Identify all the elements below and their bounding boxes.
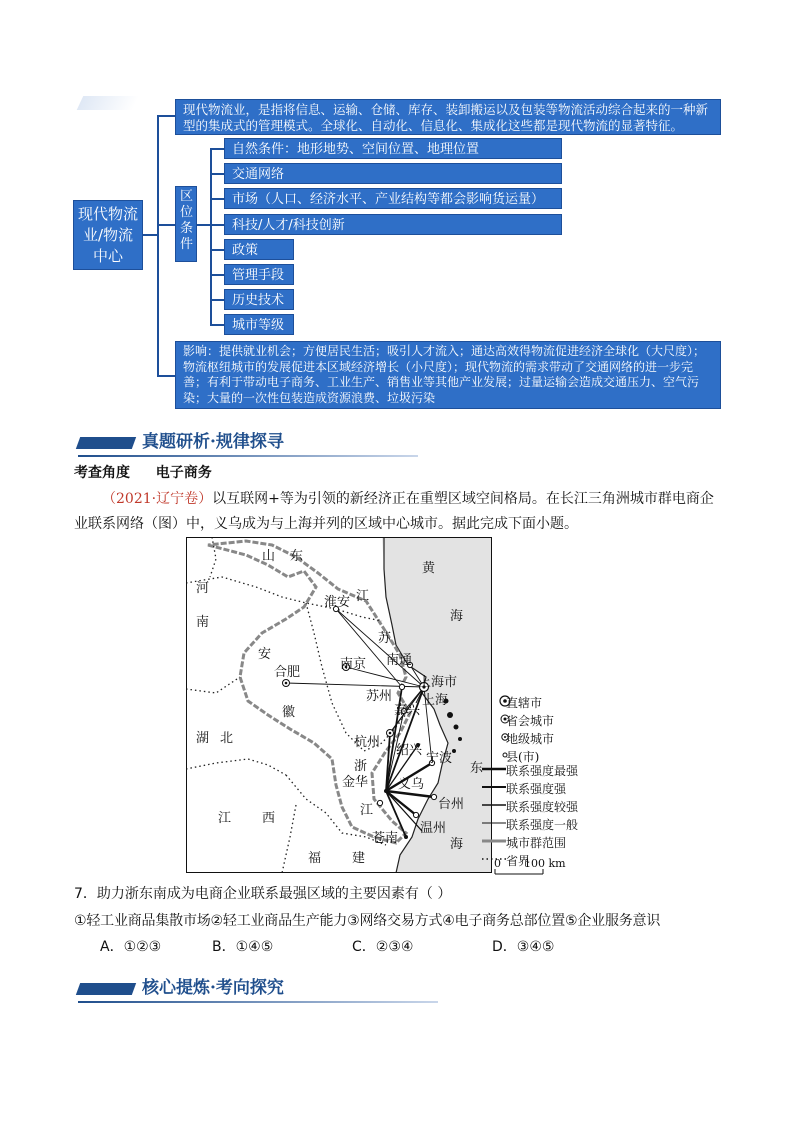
banner-bar bbox=[76, 983, 136, 995]
definition-box bbox=[175, 99, 721, 135]
factor-item bbox=[224, 314, 294, 335]
map-figure bbox=[186, 537, 492, 873]
map-label-city: 宁波 bbox=[426, 751, 453, 766]
factor-item bbox=[224, 188, 562, 209]
map-label-region: 江 bbox=[360, 803, 374, 818]
factor-item-text: 科技/人才/科技创新 bbox=[232, 218, 345, 233]
factor-item-text: 管理手段 bbox=[232, 268, 285, 283]
province-boundary bbox=[186, 677, 240, 693]
factor-item bbox=[224, 239, 294, 260]
section-title: 真题研析·规律探寻 bbox=[142, 432, 284, 452]
option-d[interactable]: D．③④⑤ bbox=[492, 939, 555, 955]
legend-item: 省会城市 bbox=[506, 714, 555, 728]
factors-label-box bbox=[175, 186, 197, 262]
factor-item bbox=[224, 163, 562, 184]
factor-tick bbox=[210, 173, 224, 175]
island bbox=[447, 712, 453, 718]
question-items: ①轻工业商品集散市场②轻工业商品生产能力③网络交易方式④电子商务总部位置⑤企业服务意识 bbox=[74, 913, 661, 929]
map-label-region: 海 bbox=[450, 837, 464, 852]
map-label-city: 淮安 bbox=[324, 595, 351, 610]
factor-item-text: 政策 bbox=[232, 243, 259, 258]
factor-tick bbox=[210, 148, 224, 150]
option-a[interactable]: A．①②③ bbox=[100, 939, 162, 955]
impact-box bbox=[175, 341, 721, 409]
map-label-region: 海 bbox=[450, 609, 464, 624]
map-label-city: 义乌 bbox=[398, 777, 425, 792]
map-label-city: 温州 bbox=[420, 821, 447, 836]
map-label-region: 北 bbox=[220, 731, 234, 746]
factor-tick bbox=[210, 274, 224, 276]
legend-item: 联系强度最强 bbox=[506, 764, 579, 778]
map-label-city: 绍兴 bbox=[396, 743, 423, 758]
city-marker-prefecture bbox=[377, 800, 382, 805]
island bbox=[458, 737, 462, 741]
legend-item: 直辖市 bbox=[506, 696, 543, 710]
city-marker-prefecture bbox=[399, 684, 404, 689]
connector-factor-join bbox=[197, 224, 210, 226]
map-label-city: 嘉兴 bbox=[394, 703, 421, 718]
corner-decoration bbox=[77, 96, 140, 110]
factor-item bbox=[224, 289, 294, 310]
banner-underline bbox=[78, 455, 418, 457]
section-title: 核心提炼·考向探究 bbox=[142, 978, 284, 998]
map-label-region: 南 bbox=[196, 615, 210, 630]
impact-text: 影响：提供就业机会；方便居民生活；吸引人才流入；通达高效得物流促进经济全球化（大尺度）；物流枢纽城市的发展促进本区域经济增长（小尺度）；现代物流的需求带动了交通网络的进一步完善；有利于带动电子商务、工业生产、销售业等其他产业发展；过量运输会造成交通压力、空气污染；大量的一次性包装造成资源浪费、垃圾污染 bbox=[183, 344, 706, 405]
section-banner-2 bbox=[78, 973, 438, 1003]
map-label-city: 合肥 bbox=[274, 665, 301, 680]
map-label-region: 东 bbox=[470, 761, 484, 776]
mindmap-center-text: 现代物流业/物流中心 bbox=[77, 204, 138, 265]
connector-def bbox=[157, 115, 175, 117]
factor-item-text: 自然条件：地形地势、空间位置、地理位置 bbox=[232, 142, 480, 157]
map-label-region: 浙 bbox=[354, 759, 368, 774]
banner-underline bbox=[78, 1001, 438, 1003]
connector-main bbox=[143, 234, 157, 236]
province-boundary bbox=[282, 805, 296, 873]
map-label-region: 江 bbox=[356, 589, 370, 604]
legend-item: 城市群范围 bbox=[506, 836, 567, 850]
map-label-city: 杭州 bbox=[354, 735, 381, 750]
map-label-city: 台州 bbox=[438, 797, 465, 812]
legend-item: 省界 bbox=[506, 854, 531, 868]
legend-lines bbox=[480, 760, 508, 870]
legend-item: 地级城市 bbox=[506, 732, 555, 746]
map-label-city: 苍南 bbox=[372, 831, 399, 846]
question-intro bbox=[74, 487, 726, 537]
legend-item: 联系强度较强 bbox=[506, 800, 579, 814]
map-label-city: 苏州 bbox=[366, 689, 393, 704]
factor-item-text: 城市等级 bbox=[232, 318, 285, 333]
island bbox=[452, 749, 456, 753]
factor-tick bbox=[210, 249, 224, 251]
connector-factors bbox=[157, 224, 175, 226]
factor-tick bbox=[210, 198, 224, 200]
map-label-region: 黄 bbox=[422, 561, 436, 576]
city-marker-prefecture bbox=[431, 794, 436, 799]
city-marker-prefecture bbox=[413, 812, 418, 817]
island bbox=[454, 725, 459, 730]
map-label-region: 安 bbox=[258, 647, 272, 662]
question-stem: 7．助力浙东南成为电商企业联系最强区域的主要因素有（ ） bbox=[74, 886, 452, 902]
map-label-region: 湖 bbox=[196, 731, 210, 746]
factor-item bbox=[224, 264, 294, 285]
section-banner-1 bbox=[78, 427, 418, 457]
link-fairly-strong bbox=[386, 791, 422, 831]
map-label-region: 东 bbox=[290, 549, 304, 564]
intro-source: （2021·辽宁卷） bbox=[102, 491, 213, 507]
city-marker-county bbox=[384, 789, 388, 793]
province-boundary bbox=[186, 759, 286, 775]
factor-tick bbox=[210, 299, 224, 301]
factor-item-text: 市场（人口、经济水平、产业结构等都会影响货运量） bbox=[232, 192, 545, 207]
option-b[interactable]: B．①④⑤ bbox=[212, 939, 274, 955]
factor-item bbox=[224, 138, 562, 159]
map-label-region: 苏 bbox=[378, 631, 392, 646]
legend-item: 联系强度强 bbox=[506, 782, 567, 796]
map-label-region: 山 bbox=[262, 549, 276, 564]
factor-item-text: 历史技术 bbox=[232, 293, 285, 308]
definition-text: 现代物流业，是指将信息、运输、仓储、库存、装卸搬运以及包装等物流活动综合起来的一种新型的集成式的管理模式。全球化、自动化、信息化、集成化这些都是现代物流的显著特征。 bbox=[183, 102, 709, 133]
map-label-region: 江 bbox=[218, 811, 232, 826]
legend-item: 县(市) bbox=[506, 750, 540, 764]
map-label-city: 上海市 bbox=[418, 675, 458, 690]
map-label-region: 徽 bbox=[282, 705, 296, 720]
scale-zero: 0 bbox=[494, 857, 501, 870]
angle-topic: 电子商务 bbox=[155, 465, 212, 481]
map-label-region: 河 bbox=[196, 581, 210, 596]
map-label-city: 南通 bbox=[386, 653, 413, 668]
map-label-city: 南京 bbox=[340, 657, 367, 672]
factor-tick bbox=[210, 324, 224, 326]
banner-bar bbox=[76, 437, 136, 449]
factor-item bbox=[224, 214, 562, 235]
intro-text: 以互联网+等为引领的新经济正在重塑区域空间格局。在长江三角洲城市群电商企业联系网络（图）中，义乌成为与上海并列的区域中心城市。据此完成下面小题。 bbox=[74, 491, 714, 532]
scale-label: 100 km bbox=[524, 857, 566, 870]
connector-impact bbox=[157, 375, 175, 377]
factor-tick bbox=[210, 224, 224, 226]
map-label-region: 福 bbox=[308, 851, 322, 866]
factors-label-text: 区位条件 bbox=[180, 189, 194, 252]
mindmap-center-box bbox=[73, 200, 143, 270]
map-label-region: 建 bbox=[352, 851, 366, 866]
city-marker-county bbox=[404, 835, 408, 839]
factor-item-text: 交通网络 bbox=[232, 167, 285, 182]
angle-label: 考查角度 bbox=[74, 465, 130, 481]
map-label-city: 金华 bbox=[342, 775, 369, 790]
connector-trunk bbox=[157, 115, 159, 375]
map-label-city: 上海 bbox=[422, 693, 449, 708]
map-label-region: 西 bbox=[262, 811, 276, 826]
legend-item: 联系强度一般 bbox=[506, 818, 579, 832]
exam-angle bbox=[74, 462, 212, 482]
option-c[interactable]: C．②③④ bbox=[352, 939, 414, 955]
province-boundary bbox=[186, 577, 382, 621]
